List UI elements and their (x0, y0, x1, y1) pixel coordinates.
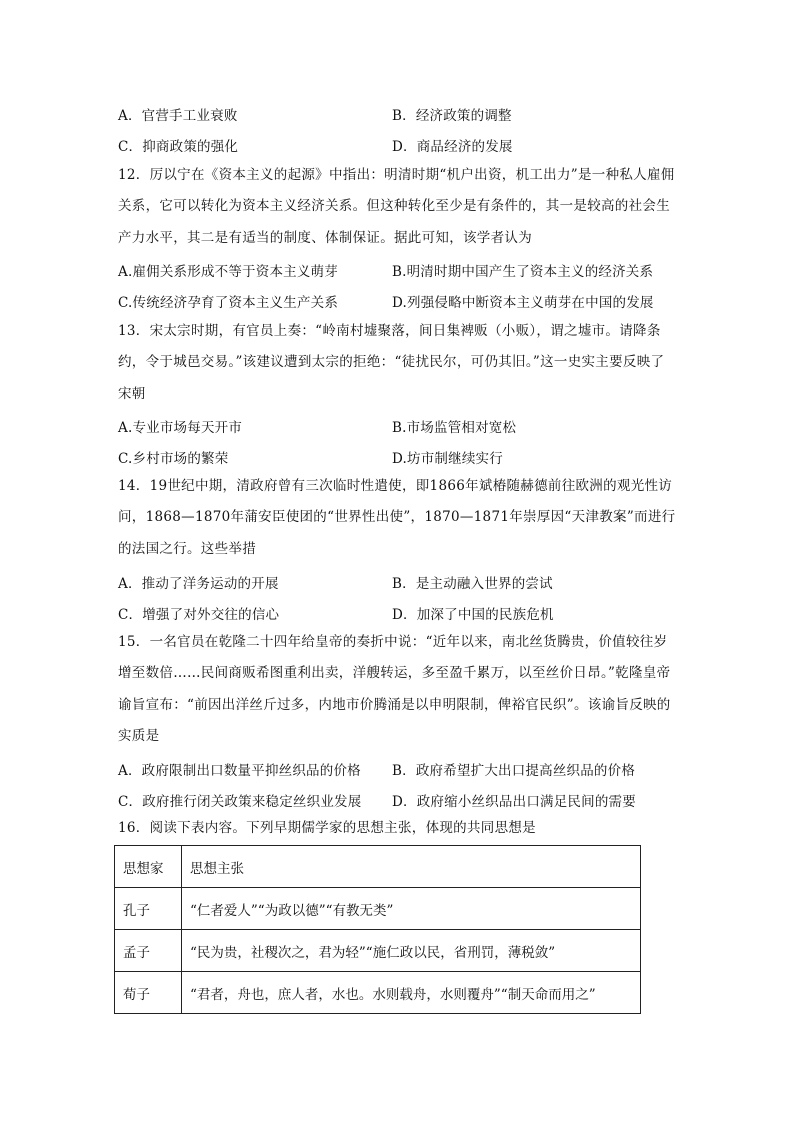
q12-option-b[interactable]: B.明清时期中国产生了资本主义的经济关系 (392, 264, 654, 280)
q11-options-row-1 (118, 104, 678, 126)
q11-option-c[interactable]: C．抑商政策的强化 (118, 139, 239, 155)
q13-stem-text: 13．宋太宗时期，有官员上奏：“岭南村墟聚落，间日集裨贩（小贩），谓之墟市。请降条约，令于城邑交易。”该建议遭到太宗的拒绝：“徒扰民尔，可仍其旧。”这一史实主要反映了宋朝 (118, 323, 665, 402)
table-cell-ideas: “君者，舟也，庶人者，水也。水则载舟，水则覆舟”“制天命而用之” (182, 972, 641, 1014)
q12-option-d[interactable]: D.列强侵略中断资本主义萌芽在中国的发展 (392, 295, 654, 311)
q12-stem-text: 12．厉以宁在《资本主义的起源》中指出：明清时期“机户出资，机工出力”是一种私人雇佣关系，它可以转化为资本主义经济关系。但这种转化至少是有条件的，其一是较高的社会生产力水平，其二是有适当的制度、体制保证。据此可知，该学者认为 (118, 167, 675, 246)
q15-option-b[interactable]: B．政府希望扩大出口提高丝织品的价格 (392, 763, 636, 779)
table-cell-thinker: 孔子 (115, 888, 182, 930)
table-row (115, 930, 641, 972)
table-cell-thinker: 荀子 (115, 972, 182, 1014)
q13-options-row-2 (118, 447, 678, 469)
q14-option-a[interactable]: A．推动了洋务运动的开展 (118, 576, 279, 592)
table-cell-ideas: “民为贵，社稷次之，君为轻”“施仁政以民，省刑罚，薄税敛” (182, 930, 641, 972)
q14-option-b[interactable]: B．是主动融入世界的尝试 (392, 576, 553, 592)
q12-options-row-2 (118, 291, 678, 313)
table-header-thinker: 思想家 (115, 846, 182, 888)
q15-stem-text: 15．一名官员在乾隆二十四年给皇帝的奏折中说：“近年以来，南北丝货腾贵，价值较往岁增至数倍……民间商贩希图重利出卖，洋艘转运，多至盈千累万，以至丝价日昂。”乾隆皇帝谕旨宣布：“前因出洋丝斤过多，内地市价腾涌是以申明限制，俾裕官民织”。该谕旨反映的实质是 (118, 634, 671, 744)
q13-stem (118, 316, 678, 410)
q13-option-b[interactable]: B.市场监管相对宽松 (392, 420, 517, 436)
q13-option-d[interactable]: D.坊市制继续实行 (392, 451, 503, 467)
q14-options-row-1 (118, 572, 678, 594)
q16-stem (118, 813, 678, 844)
table-header-ideas: 思想主张 (182, 846, 641, 888)
q14-option-d[interactable]: D．加深了中国的民族危机 (392, 607, 554, 623)
q14-option-c[interactable]: C．增强了对外交往的信心 (118, 607, 280, 623)
table-header-row (115, 846, 641, 888)
q12-option-c[interactable]: C.传统经济孕育了资本主义生产关系 (118, 295, 339, 311)
table-row (115, 888, 641, 930)
table-cell-thinker: 孟子 (115, 930, 182, 972)
q12-option-a[interactable]: A.雇佣关系形成不等于资本主义萌芽 (118, 264, 338, 280)
q13-option-c[interactable]: C.乡村市场的繁荣 (118, 451, 229, 467)
thinkers-table (114, 845, 641, 1014)
q13-option-a[interactable]: A.专业市场每天开市 (118, 420, 243, 436)
q12-stem (118, 160, 678, 254)
q15-stem (118, 627, 678, 752)
q11-option-a[interactable]: A．官营手工业衰败 (118, 108, 238, 124)
q15-option-a[interactable]: A．政府限制出口数量平抑丝织品的价格 (118, 763, 361, 779)
q15-option-c[interactable]: C．政府推行闭关政策来稳定丝织业发展 (118, 794, 362, 810)
q15-options-row-2 (118, 790, 678, 812)
table-cell-ideas: “仁者爱人”“为政以德”“有教无类” (182, 888, 641, 930)
q12-options-row-1 (118, 260, 678, 282)
table-row (115, 972, 641, 1014)
q14-stem-text: 14．19世纪中期，清政府曾有三次临时性遣使，即1866年斌椿随赫德前往欧洲的观光性访问，1868—1870年蒲安臣使团的“世界性出使”，1870—1871年崇厚因“天津教案”而进行的法国之行。这些举措 (118, 478, 676, 557)
q16-stem-text: 16．阅读下表内容。下列早期儒学家的思想主张，体现的共同思想是 (118, 820, 536, 836)
q13-options-row-1 (118, 416, 678, 438)
q15-option-d[interactable]: D．政府缩小丝织品出口满足民间的需要 (392, 794, 636, 810)
q14-options-row-2 (118, 603, 678, 625)
q11-options-row-2 (118, 135, 678, 157)
q11-option-d[interactable]: D．商品经济的发展 (392, 139, 513, 155)
q11-option-b[interactable]: B．经济政策的调整 (392, 108, 512, 124)
q15-options-row-1 (118, 759, 678, 781)
q14-stem (118, 471, 678, 565)
